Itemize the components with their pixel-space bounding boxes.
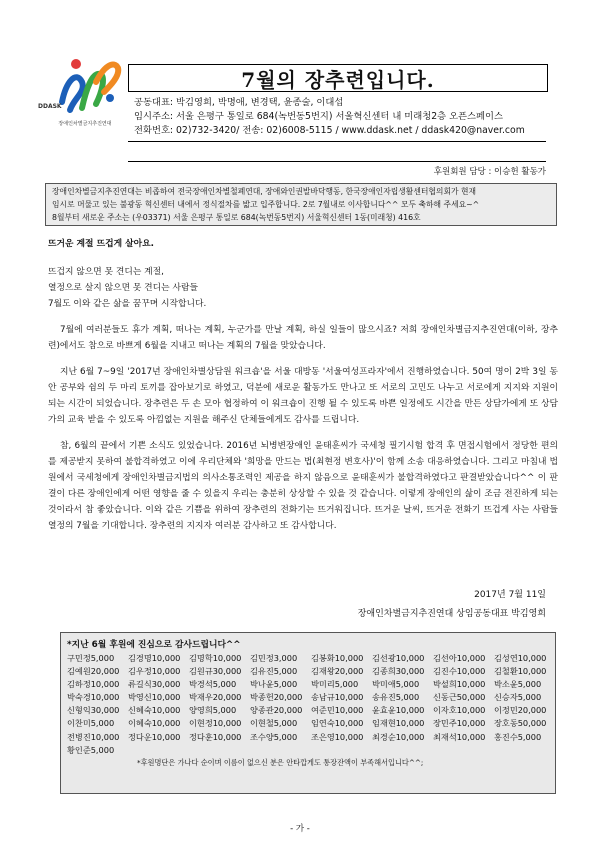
donor-entry: 황인준5,000 <box>67 744 115 755</box>
donor-entry: 신혜숙10,000 <box>128 705 181 716</box>
donor-entry: 박숙경10,000 <box>67 692 120 703</box>
donor-entry: 조은영10,000 <box>311 731 364 742</box>
donor-entry: 이정민20,000 <box>494 705 547 716</box>
donor-entry: 장호동50,000 <box>494 718 547 729</box>
donor-list-title: *지난 6월 후원에 진심으로 감사드립니다^^ <box>67 640 241 650</box>
donor-entry: 신동근50,000 <box>433 692 486 703</box>
notice-line: 임시로 머물고 있는 불광동 혁신센터 내에서 정식절차를 밟고 입주합니다. 2로 7월내로 이사합니다^^ 모두 축하해 주세요~^ <box>52 200 480 209</box>
donor-entry: 김원규30,000 <box>189 666 242 677</box>
donor-entry: 임재현10,000 <box>372 718 425 729</box>
donor-entry: 장민주10,000 <box>433 718 486 729</box>
letter-heading: 뜨거운 계절 뜨겁게 살아요. <box>48 239 155 249</box>
donor-row <box>67 731 549 744</box>
logo-caption: 장애인차별금지추진연대 <box>58 121 112 127</box>
donor-entry: 류길식30,000 <box>128 679 181 690</box>
donor-entry: 김종희30,000 <box>372 666 425 677</box>
paragraph: 참, 6월의 끝에서 기쁜 소식도 있었습니다. 2016년 뇌병변장애인 윤태훈씨가 국세청 필기시험 합격 후 면접시험에서 정당한 편의를 제공받지 못하여 불합격하였고 이에 우리단체와 '희망을 만드는 법(최현정 변호사)'이 함께 소송 대응하였습니다. 그리고 마침내 법원에서 국세청에게 장애인차별금지법의 의사소통조력인 제공을 하지 않음으로 윤태훈씨가 불합격하였다고 판결받았습니다^^ 이 판결이 다른 장애인에게 어떤 영향을 줄 수 있을지 우리는 충분히 상상할 수 있을 것 같습니다. 이렇게 장애인의 삶이 조금 전진하게 되는 것이라서 참 좋았습니다. 이와 같은 기쁨을 위하여 장추련의 전화기는 뜨거워집니다. 뜨거운 날씨, 뜨거운 전화기 뜨겁게 사는 사람들 열정의 7월을 기대합니다. 장추련의 지지자 여러분 감사하고 또 감사합니다. <box>48 441 558 531</box>
donor-entry: 양종관20,000 <box>250 705 303 716</box>
donor-entry: 양영희5,000 <box>189 705 237 716</box>
donor-entry: 김선광10,000 <box>372 653 425 663</box>
poem-line: 7월도 이와 같은 삶을 꿈꾸며 시작합니다. <box>48 299 207 309</box>
donor-row <box>67 678 549 691</box>
donor-row <box>67 652 549 665</box>
donor-entry: 김유진5,000 <box>250 666 298 677</box>
donor-entry: 전병진10,000 <box>67 731 120 742</box>
donor-entry: 박미리5,000 <box>311 679 359 690</box>
donor-entry: 신형익30,000 <box>67 705 120 716</box>
paragraph: 지난 6월 7~9일 '2017년 장애인차별상담원 워크숍'을 서울 대방동 '서울여성프라자'에서 진행하였습니다. 50여 명이 2박 3일 동안 공부와 쉼의 두 마리 토끼를 잡아보기로 하였고, 덕분에 새로운 활동가도 만나고 또 서로의 고민도 나누고 서로에게 지지와 지원이 되는 시간이 되었습니다. 장추련은 두 손 모아 협정하여 이 워크숍이 진행 될 수 있도록 바쁜 일정에도 시간을 만든 상담가에게 또 상담가의 교육 받을 수 있도록 아낌없는 지원을 해주신 단체들에게도 감사를 드립니다. <box>48 367 558 425</box>
donor-entry: 김철환10,000 <box>494 666 547 677</box>
donor-entry: 박설희10,000 <box>433 679 486 690</box>
donor-entry: 이자호10,000 <box>433 705 486 716</box>
donor-entry: 여준민10,000 <box>311 705 364 716</box>
donor-entry: 구민정5,000 <box>67 653 115 663</box>
donor-row <box>67 744 549 757</box>
letter-signature: 장애인차별금지추진연대 상임공동대표 박김영희 <box>357 609 546 619</box>
page-number: - 가 - <box>290 824 310 834</box>
donor-row <box>67 691 549 704</box>
donor-entry: 박소윤5,000 <box>494 679 542 690</box>
header-divider <box>128 141 546 142</box>
donor-entry: 정다훈10,000 <box>189 731 242 742</box>
donor-entry: 홍진수5,000 <box>494 731 542 742</box>
notice-line: 8월부터 새로운 주소는 (우03371) 서울 은평구 통일로 684(녹번동5번지) 서울혁신센터 1동(미래청) 416호 <box>52 213 421 222</box>
donor-entry: 김명학10,000 <box>189 653 242 663</box>
donor-entry: 최재석10,000 <box>433 731 486 742</box>
donor-list <box>60 632 556 794</box>
donor-row <box>67 717 549 730</box>
relocation-notice <box>45 183 557 226</box>
title-box <box>128 64 548 92</box>
donor-entry: 박영신10,000 <box>128 692 181 703</box>
address: 임시주소: 서울 은평구 통일로 684(녹번동5번지) 서울혁신센터 내 미래청2층 오픈스페이스 <box>134 111 503 122</box>
donor-entry: 박재우20,000 <box>189 692 242 703</box>
donor-entry: 박나윤5,000 <box>250 679 298 690</box>
donor-entry: 송남규10,000 <box>311 692 364 703</box>
donor-entry: 김봉화10,000 <box>311 653 364 663</box>
donor-entry: 이현정10,000 <box>189 718 242 729</box>
paragraph: 7월에 여러분들도 휴가 계획, 떠나는 계획, 누군가를 만날 계획, 하실 일들이 많으시죠? 저희 장애인차별금지추진연대(이하, 장추련)에서도 참으로 바쁘게 6월을 지내고 떠나는 계획의 7월을 맞았습니다. <box>48 325 558 351</box>
donor-entry: 김경명10,000 <box>128 653 181 663</box>
donor-entry: 정다운10,000 <box>128 731 181 742</box>
donor-entry: 박미애5,000 <box>372 679 420 690</box>
donor-entry: 김민정3,000 <box>250 653 298 663</box>
header-divider-2 <box>128 161 546 162</box>
poem-line: 뜨겁지 않으면 못 견디는 계절, <box>48 267 164 277</box>
representatives: 공동대표: 박김영희, 박명애, 변경택, 윤종술, 이대섭 <box>134 97 344 108</box>
letter-body <box>48 236 558 534</box>
donor-entry: 김하정10,000 <box>67 679 120 690</box>
letter-date: 2017년 7월 11일 <box>474 590 546 600</box>
contact-info: 전화번호: 02)732-3420/ 전송: 02)6008-5115 / www.ddask.net / ddask420@naver.com <box>134 125 525 136</box>
donor-entry: 최경순10,000 <box>372 731 425 742</box>
organization-logo-icon <box>52 52 124 120</box>
donor-row <box>67 704 549 717</box>
notice-line: 장애인차별금지추진연대는 비좁하여 전국장애인차별철폐연대, 장애와인권발바닥행동, 한국장애인자립생활센터협의회가 현재 <box>52 187 477 196</box>
donor-note: *후원명단은 가나다 순이며 이름이 없으신 분은 안타깝게도 통장잔액이 부족해서입니다^^; <box>137 757 424 767</box>
donor-entry: 윤효윤10,000 <box>372 705 425 716</box>
donor-row <box>67 665 549 678</box>
donor-entry: 김예원20,000 <box>67 666 120 677</box>
newsletter-title: 7월의 장추련입니다. <box>241 67 435 92</box>
donor-entry: 박종헌20,000 <box>250 692 303 703</box>
donor-entry: 조수양5,000 <box>250 731 298 742</box>
donor-entry: 신승자5,000 <box>494 692 542 703</box>
poem <box>48 264 558 312</box>
sponsor-contact: 후원회원 담당 : 이승헌 활동가 <box>433 167 546 177</box>
donor-entry: 김성연10,000 <box>494 653 547 663</box>
donor-entry: 송유진5,000 <box>372 692 420 703</box>
donor-entry: 이현철5,000 <box>250 718 298 729</box>
logo-abbreviation: DDASK <box>38 103 62 110</box>
donor-entry: 김재왕20,000 <box>311 666 364 677</box>
donor-entry: 김선아10,000 <box>433 653 486 663</box>
donor-entry: 김우정10,000 <box>128 666 181 677</box>
donor-rows <box>67 652 549 757</box>
donor-entry: 이혜숙10,000 <box>128 718 181 729</box>
poem-line: 열정으로 살지 않으면 못 견디는 사람들 <box>48 283 198 293</box>
donor-entry: 박경석5,000 <box>189 679 237 690</box>
donor-entry: 임연숙10,000 <box>311 718 364 729</box>
donor-entry: 김진수10,000 <box>433 666 486 677</box>
donor-entry: 이찬미5,000 <box>67 718 115 729</box>
